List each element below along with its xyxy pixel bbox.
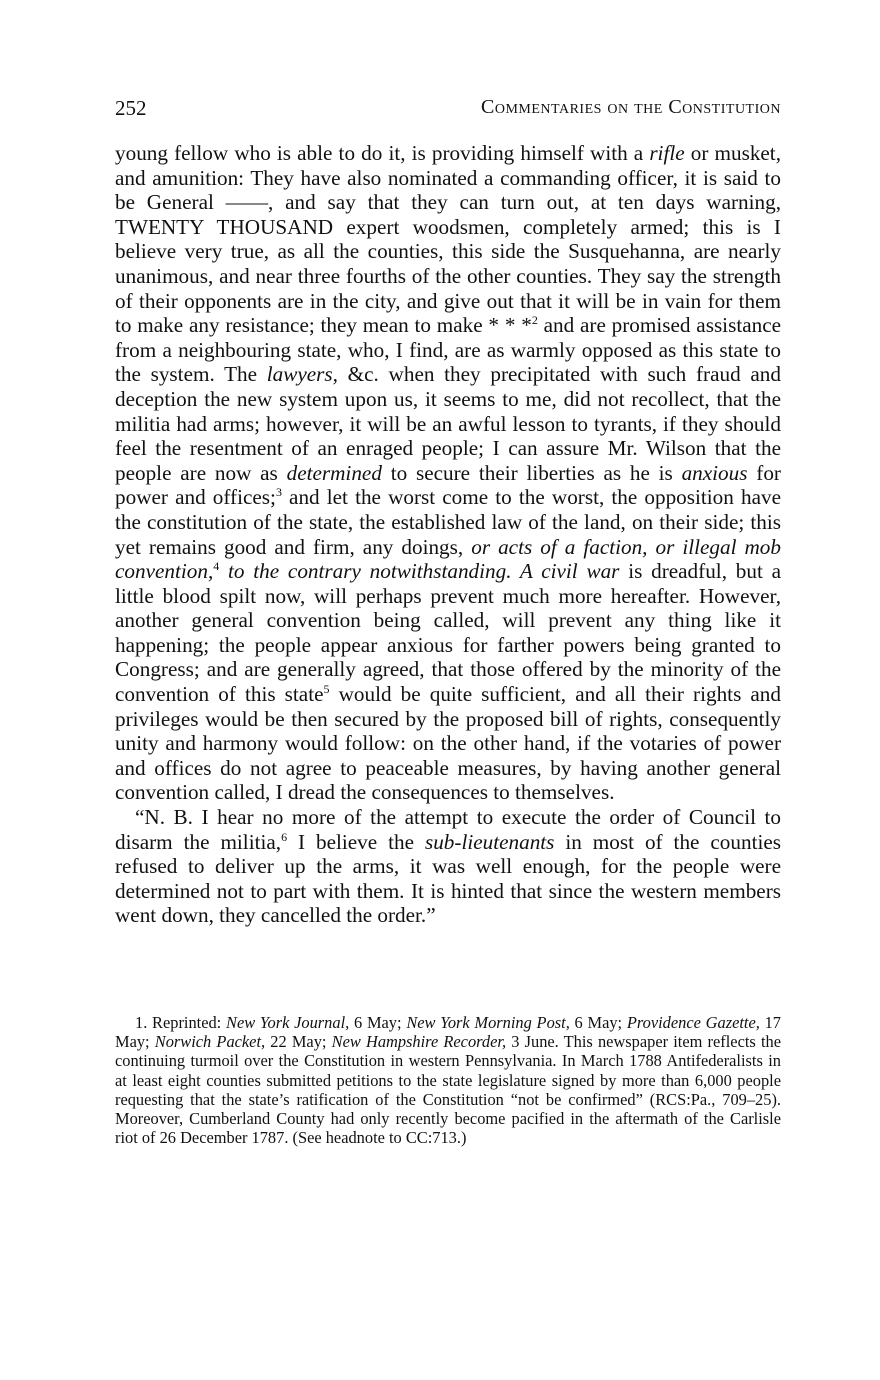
text-run: &c. when they precipitated with such fraud and deception the new system upon us, it seems to me, did not recollect, that the militia had arms; however, it will be an awful lesson to tyrants, if they should feel the resentment of an enraged people; I can assure Mr. Wilson that the people are now as [115,362,781,485]
text-run: is dreadful, but a little blood spilt now, will perhaps prevent much more hereafter. However, another general convention being called, will prevent any thing like it happening; the people appear anxious for farther powers being granted to Congress; and are generally agreed, that those offered by the minority of the convention of this state [115,559,781,707]
text-run: or musket, and amunition: They have also nominated a commanding officer, it is said to be General ——, and say that they can turn out, at ten days warning, TWENTY THOUSAND expert woodsmen, completely armed; this is I believe very true, as all the counties, this side the Susquehanna, are nearly unanimous, and near three fourths of the other counties. They say the strength of their opponents are in the city, and give out that it will be in vain for them to make any resistance; they mean to make * * * [115,141,781,338]
running-head [115,96,781,126]
running-title: Commentaries on the Constitution [481,96,781,118]
footnote-marker: 6 [281,829,288,844]
text-run: 3 June. This newspaper item reflects the continuing turmoil over the Constitution in western Pennsylvania. In March 1788 Antifederalists in at least eight counties submitted petitions to the state legislature signed by more than 6,000 people requesting that the state’s ratification of the Constitution “not be confirmed” (RCS:Pa., 709–25). Moreover, Cumberland County had only recently become pacified in the aftermath of the Carlisle riot of 26 December 1787. (See headnote to CC:713.) [115,1032,781,1148]
text-run: to secure their liberties as he is [381,460,682,485]
footnote-marker: 2 [531,313,538,328]
text-run: and let the worst come to the worst, the opposition have the constitution of the state, the established law of the land, on their side; this yet remains good and firm, any doings, [115,485,781,559]
text-run: 6 May; [569,1013,627,1032]
italic-text: sub-lieutenants [424,829,555,854]
text-run: 1. Reprinted: [135,1013,227,1032]
page-number: 252 [115,96,147,120]
italic-text: or acts of a faction, or illegal mob convention, [115,534,781,584]
text-run: 22 May; [265,1032,332,1052]
footnote-marker: 4 [213,559,220,574]
italic-text: Providence Gazette, [626,1013,760,1032]
text-run: young fellow who is able to do it, is providing himself with a [115,141,650,165]
footnotes [115,1013,781,1147]
italic-text: New York Journal, [226,1013,350,1032]
italic-text: Norwich Packet, [154,1032,266,1052]
footnote-1 [115,1013,781,1147]
text-run: “N. B. I hear no more of the attempt to execute the order of Council to disarm the militia, [115,805,781,854]
text-run [219,559,228,583]
footnote-marker: 5 [323,682,330,696]
footnote-marker: 3 [275,485,282,500]
italic-text: anxious [681,460,748,485]
italic-text: to the contrary notwithstanding. A civil war [228,559,620,584]
text-run: and are promised assistance from a neighbouring state, who, I find, are as warmly opposed as this state to the system. The [115,313,782,387]
text-run: would be quite sufficient, and all their rights and privileges would be then secured by the proposed bill of rights, consequently unity and harmony would follow: on the other hand, if the votaries of power and offices do not agree to peaceable measures, by having another general convention called, I dread the consequences to themselves. [115,682,781,805]
text-run: for power and offices; [115,460,781,510]
italic-text: lawyers, [266,362,338,387]
body-paragraph-2 [115,805,781,928]
text-run: I believe the [287,829,425,854]
italic-text: rifle [649,141,685,165]
text-run: in most of the counties refused to deliver up the arms, it was well enough, for the people were determined not to part with them. It is hinted that since the western members went down, they cancelled the order.” [115,829,781,928]
italic-text: determined [286,460,382,485]
text-run: 17 May; [115,1013,781,1052]
italic-text: New York Morning Post, [406,1013,570,1032]
text-run: 6 May; [349,1013,407,1032]
body-paragraph-1 [115,141,781,805]
body-text [115,141,781,928]
italic-text: New Hampshire Recorder, [331,1032,507,1052]
